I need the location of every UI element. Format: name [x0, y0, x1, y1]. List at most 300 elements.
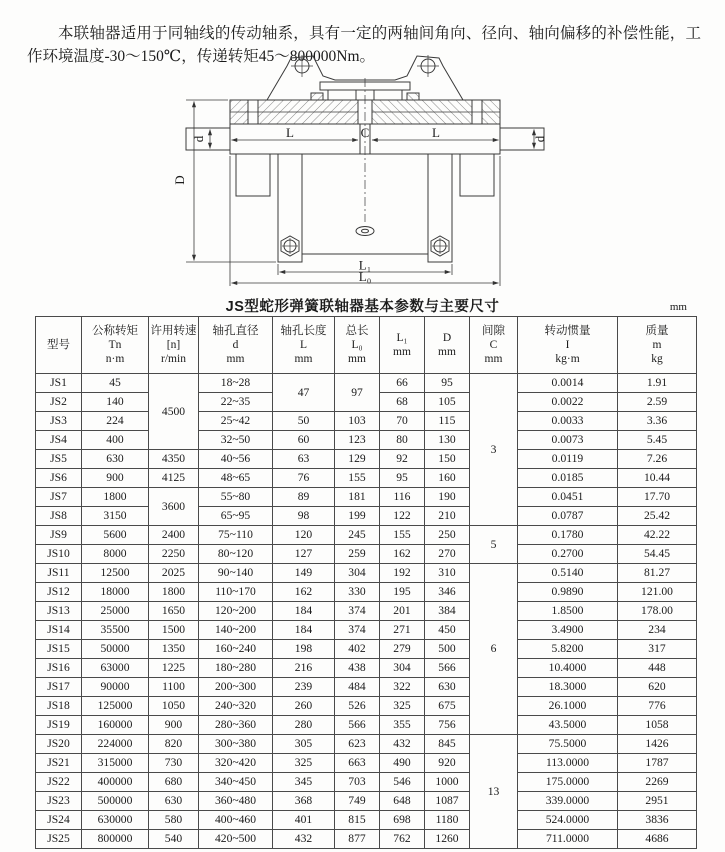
table-cell: 280 [273, 716, 335, 735]
table-cell: 401 [273, 811, 335, 830]
housing-step [374, 90, 402, 100]
table-cell: 239 [273, 678, 335, 697]
table-cell: 184 [273, 621, 335, 640]
table-row [36, 773, 697, 792]
table-cell: 1350 [149, 640, 199, 659]
table-cell: 25000 [82, 602, 149, 621]
table-cell: 368 [273, 792, 335, 811]
table-cell: 181 [335, 488, 380, 507]
table-cell: 195 [380, 583, 425, 602]
table-cell: 97 [335, 374, 380, 412]
table-cell: 400 [82, 431, 149, 450]
table-cell: 346 [425, 583, 470, 602]
table-row [36, 754, 697, 773]
table-cell: 4686 [618, 830, 697, 849]
table-cell: 526 [335, 697, 380, 716]
table-cell: 3150 [82, 507, 149, 526]
table-cell: 0.0014 [518, 374, 618, 393]
table-row [36, 564, 697, 583]
table-cell: 315000 [82, 754, 149, 773]
table-cell: 48~65 [199, 469, 273, 488]
table-cell: 820 [149, 735, 199, 754]
table-cell: JS5 [36, 450, 82, 469]
spec-table [35, 316, 697, 849]
table-cell: 920 [425, 754, 470, 773]
bolt-icon [281, 236, 299, 256]
table-cell: 623 [335, 735, 380, 754]
table-cell: 18.3000 [518, 678, 618, 697]
header-row [36, 317, 697, 374]
table-cell: 130 [425, 431, 470, 450]
table-cell: 81.27 [618, 564, 697, 583]
table-cell: 310 [425, 564, 470, 583]
table-cell: 121.00 [618, 583, 697, 602]
table-cell: 175.0000 [518, 773, 618, 792]
table-cell: 730 [149, 754, 199, 773]
table-row [36, 450, 697, 469]
table-cell: 45 [82, 374, 149, 393]
table-row [36, 735, 697, 754]
table-cell: 402 [335, 640, 380, 659]
table-cell: 0.5140 [518, 564, 618, 583]
table-cell: 400~460 [199, 811, 273, 830]
table-cell: 75.5000 [518, 735, 618, 754]
table-cell: 1.8500 [518, 602, 618, 621]
table-cell: JS16 [36, 659, 82, 678]
table-cell: JS14 [36, 621, 82, 640]
table-cell: 160~240 [199, 640, 273, 659]
table-cell: 95 [380, 469, 425, 488]
table-cell: 113.0000 [518, 754, 618, 773]
column-header-model: 型号 [36, 317, 82, 374]
table-row [36, 640, 697, 659]
table-cell: 68 [380, 393, 425, 412]
column-header-nominal_torque: 公称转矩 Tn n·m [82, 317, 149, 374]
table-cell: 0.0451 [518, 488, 618, 507]
table-cell: 63000 [82, 659, 149, 678]
table-cell: JS12 [36, 583, 82, 602]
table-cell: 500000 [82, 792, 149, 811]
table-cell: JS25 [36, 830, 82, 849]
table-cell: JS23 [36, 792, 82, 811]
table-row [36, 412, 697, 431]
table-cell: 566 [425, 659, 470, 678]
table-cell: 63 [273, 450, 335, 469]
table-cell: 200~300 [199, 678, 273, 697]
table-cell: JS24 [36, 811, 82, 830]
table-cell: 280~360 [199, 716, 273, 735]
table-cell: 1426 [618, 735, 697, 754]
table-cell: 120~200 [199, 602, 273, 621]
table-cell: 25~42 [199, 412, 273, 431]
table-cell: 150 [425, 450, 470, 469]
table-cell: 140~200 [199, 621, 273, 640]
table-cell: 3 [470, 374, 518, 526]
table-cell: 0.0119 [518, 450, 618, 469]
table-cell: 80 [380, 431, 425, 450]
table-cell: 125000 [82, 697, 149, 716]
table-cell: 18000 [82, 583, 149, 602]
table-cell: 1058 [618, 716, 697, 735]
table-cell: 2269 [618, 773, 697, 792]
table-cell: 5.8200 [518, 640, 618, 659]
table-row [36, 545, 697, 564]
table-cell: 245 [335, 526, 380, 545]
table-cell: 1260 [425, 830, 470, 849]
table-unit-note: mm [669, 301, 687, 313]
table-cell: 95 [425, 374, 470, 393]
table-cell: 450 [425, 621, 470, 640]
table-cell: JS7 [36, 488, 82, 507]
table-cell: 240~320 [199, 697, 273, 716]
table-cell: 13 [470, 735, 518, 849]
table-cell: 120 [273, 526, 335, 545]
table-cell: JS19 [36, 716, 82, 735]
table-row [36, 621, 697, 640]
table-row [36, 374, 697, 393]
table-cell: 304 [380, 659, 425, 678]
table-cell: JS17 [36, 678, 82, 697]
table-cell: 524.0000 [518, 811, 618, 830]
table-cell: 35500 [82, 621, 149, 640]
table-cell: 25.42 [618, 507, 697, 526]
table-cell: 1500 [149, 621, 199, 640]
table-cell: 800000 [82, 830, 149, 849]
table-cell: 5.45 [618, 431, 697, 450]
table-cell: 680 [149, 773, 199, 792]
table-cell: 438 [335, 659, 380, 678]
table-title: JS型蛇形弹簧联轴器基本参数与主要尺寸 [225, 299, 500, 315]
table-cell: 234 [618, 621, 697, 640]
table-cell: 0.9890 [518, 583, 618, 602]
table-cell: JS4 [36, 431, 82, 450]
table-cell: 339.0000 [518, 792, 618, 811]
housing-step [328, 90, 356, 100]
table-cell: 66 [380, 374, 425, 393]
table-cell: 140 [82, 393, 149, 412]
table-cell: 22~35 [199, 393, 273, 412]
table-cell: 6 [470, 564, 518, 735]
table-cell: 259 [335, 545, 380, 564]
dim-label-d-right: d [532, 135, 547, 143]
column-header-D: D mm [425, 317, 470, 374]
table-cell: 0.1780 [518, 526, 618, 545]
table-cell: 123 [335, 431, 380, 450]
table-row [36, 507, 697, 526]
table-cell: 2.59 [618, 393, 697, 412]
table-cell: 648 [380, 792, 425, 811]
table-cell: 250 [425, 526, 470, 545]
table-cell: 1225 [149, 659, 199, 678]
table-row [36, 431, 697, 450]
table-cell: 432 [273, 830, 335, 849]
table-cell: 162 [380, 545, 425, 564]
table-cell: 271 [380, 621, 425, 640]
coupling-drawing [170, 52, 560, 290]
table-cell: 374 [335, 621, 380, 640]
spec-table-body [36, 374, 697, 849]
key-block [407, 93, 419, 100]
table-cell: 1087 [425, 792, 470, 811]
table-cell: JS21 [36, 754, 82, 773]
table-cell: 3836 [618, 811, 697, 830]
table-cell: 1800 [82, 488, 149, 507]
table-cell: 42.22 [618, 526, 697, 545]
table-cell: 2025 [149, 564, 199, 583]
table-cell: 40~56 [199, 450, 273, 469]
table-cell: 279 [380, 640, 425, 659]
column-header-bore_diameter: 轴孔直径 d mm [199, 317, 273, 374]
table-cell: 199 [335, 507, 380, 526]
table-cell: 432 [380, 735, 425, 754]
table-cell: 4500 [149, 374, 199, 450]
table-row [36, 526, 697, 545]
table-cell: 98 [273, 507, 335, 526]
table-cell: 317 [618, 640, 697, 659]
intro-paragraph: 本联轴器适用于同轴线的传动轴系，具有一定的两轴间角向、径向、轴向偏移的补偿性能，工作环境温度-30～150℃，传递转矩45～800000Nm。 [27, 24, 701, 65]
table-cell: JS22 [36, 773, 82, 792]
column-header-L1: L₁ mm [380, 317, 425, 374]
table-cell: 304 [335, 564, 380, 583]
table-cell: 0.0022 [518, 393, 618, 412]
table-cell: 115 [425, 412, 470, 431]
table-cell: 420~500 [199, 830, 273, 849]
table-cell: 620 [618, 678, 697, 697]
table-cell: 330 [335, 583, 380, 602]
table-cell: 4350 [149, 450, 199, 469]
table-cell: 7.26 [618, 450, 697, 469]
table-cell: 630 [425, 678, 470, 697]
table-cell: JS20 [36, 735, 82, 754]
table-cell: 3.4900 [518, 621, 618, 640]
table-cell: 224000 [82, 735, 149, 754]
table-cell: 110~170 [199, 583, 273, 602]
dim-label-L1: L₁ [358, 257, 372, 273]
table-cell: 500 [425, 640, 470, 659]
table-cell: 210 [425, 507, 470, 526]
table-cell: 90~140 [199, 564, 273, 583]
table-cell: 711.0000 [518, 830, 618, 849]
table-row [36, 697, 697, 716]
table-cell: 116 [380, 488, 425, 507]
table-cell: JS3 [36, 412, 82, 431]
bolt-icon [431, 236, 449, 256]
table-cell: 1050 [149, 697, 199, 716]
column-header-total_length: 总长 L₀ mm [335, 317, 380, 374]
table-cell: 749 [335, 792, 380, 811]
table-cell: 122 [380, 507, 425, 526]
table-cell: 566 [335, 716, 380, 735]
table-cell: 129 [335, 450, 380, 469]
table-cell: 43.5000 [518, 716, 618, 735]
table-cell: 630 [149, 792, 199, 811]
table-cell: 50 [273, 412, 335, 431]
table-cell: 756 [425, 716, 470, 735]
table-cell: 320~420 [199, 754, 273, 773]
table-cell: 80~120 [199, 545, 273, 564]
table-cell: 10.44 [618, 469, 697, 488]
table-cell: 1650 [149, 602, 199, 621]
table-cell: 305 [273, 735, 335, 754]
table-cell: 675 [425, 697, 470, 716]
table-cell: 345 [273, 773, 335, 792]
lug-hole-icon [291, 55, 313, 77]
table-cell: JS15 [36, 640, 82, 659]
table-cell: JS10 [36, 545, 82, 564]
table-cell: 0.2700 [518, 545, 618, 564]
table-cell: 201 [380, 602, 425, 621]
table-cell: 70 [380, 412, 425, 431]
table-cell: 270 [425, 545, 470, 564]
table-cell: 762 [380, 830, 425, 849]
table-row [36, 811, 697, 830]
table-cell: 1800 [149, 583, 199, 602]
table-cell: 630000 [82, 811, 149, 830]
table-cell: 300~380 [199, 735, 273, 754]
table-row [36, 830, 697, 849]
table-cell: 190 [425, 488, 470, 507]
table-cell: 540 [149, 830, 199, 849]
table-row [36, 469, 697, 488]
table-cell: 162 [273, 583, 335, 602]
key-block [311, 93, 323, 100]
table-cell: 1100 [149, 678, 199, 697]
dim-label-d-left: d [191, 135, 206, 143]
table-cell: 1180 [425, 811, 470, 830]
table-cell: 89 [273, 488, 335, 507]
table-cell: 845 [425, 735, 470, 754]
table-cell: 5 [470, 526, 518, 564]
table-row [36, 716, 697, 735]
table-cell: 54.45 [618, 545, 697, 564]
table-cell: 546 [380, 773, 425, 792]
table-cell: 8000 [82, 545, 149, 564]
table-cell: 384 [425, 602, 470, 621]
table-cell: 2400 [149, 526, 199, 545]
table-cell: 5600 [82, 526, 149, 545]
table-cell: 698 [380, 811, 425, 830]
table-cell: 448 [618, 659, 697, 678]
dim-label-D: D [172, 175, 187, 185]
table-cell: 184 [273, 602, 335, 621]
table-cell: JS2 [36, 393, 82, 412]
table-cell: 65~95 [199, 507, 273, 526]
table-cell: 47 [273, 374, 335, 412]
table-cell: 18~28 [199, 374, 273, 393]
table-cell: JS8 [36, 507, 82, 526]
dim-label-L0: L₀ [358, 269, 372, 284]
table-cell: 0.0185 [518, 469, 618, 488]
table-row [36, 488, 697, 507]
table-cell: 32~50 [199, 431, 273, 450]
table-cell: 400000 [82, 773, 149, 792]
oil-hole-icon [356, 227, 374, 236]
table-cell: 75~110 [199, 526, 273, 545]
table-cell: 580 [149, 811, 199, 830]
table-cell: 155 [335, 469, 380, 488]
table-cell: 630 [82, 450, 149, 469]
dim-label-L-right: L [432, 125, 440, 140]
lug-hole-icon [417, 55, 439, 77]
hub-lower-left [236, 154, 270, 196]
table-cell: 160 [425, 469, 470, 488]
table-cell: 2250 [149, 545, 199, 564]
hub-lower-right [460, 154, 494, 196]
table-cell: 90000 [82, 678, 149, 697]
table-cell: 178.00 [618, 602, 697, 621]
table-cell: 815 [335, 811, 380, 830]
table-cell: 76 [273, 469, 335, 488]
table-row [36, 659, 697, 678]
table-cell: 490 [380, 754, 425, 773]
table-cell: 325 [273, 754, 335, 773]
table-cell: 4125 [149, 469, 199, 488]
table-cell: 127 [273, 545, 335, 564]
table-cell: 26.1000 [518, 697, 618, 716]
table-cell: 0.0033 [518, 412, 618, 431]
table-cell: JS13 [36, 602, 82, 621]
table-row [36, 792, 697, 811]
table-cell: 2951 [618, 792, 697, 811]
table-cell: 374 [335, 602, 380, 621]
table-cell: 3600 [149, 488, 199, 526]
table-cell: JS1 [36, 374, 82, 393]
table-cell: 105 [425, 393, 470, 412]
dim-label-L-left: L [286, 125, 294, 140]
table-cell: 355 [380, 716, 425, 735]
table-cell: JS11 [36, 564, 82, 583]
table-cell: 325 [380, 697, 425, 716]
table-row [36, 678, 697, 697]
table-cell: 92 [380, 450, 425, 469]
table-cell: 216 [273, 659, 335, 678]
column-header-mass: 质量 m kg [618, 317, 697, 374]
table-cell: 180~280 [199, 659, 273, 678]
table-cell: 0.0787 [518, 507, 618, 526]
table-cell: 160000 [82, 716, 149, 735]
table-cell: 103 [335, 412, 380, 431]
table-cell: 10.4000 [518, 659, 618, 678]
table-cell: 877 [335, 830, 380, 849]
table-cell: 192 [380, 564, 425, 583]
table-cell: JS9 [36, 526, 82, 545]
coupling-body [186, 55, 544, 262]
table-cell: 224 [82, 412, 149, 431]
table-cell: 1000 [425, 773, 470, 792]
column-header-allowable_speed: 许用转速 [n] r/min [149, 317, 199, 374]
table-cell: 322 [380, 678, 425, 697]
oil-hole-icon [362, 229, 369, 233]
table-cell: 3.36 [618, 412, 697, 431]
table-cell: 17.70 [618, 488, 697, 507]
table-cell: 149 [273, 564, 335, 583]
table-row [36, 583, 697, 602]
table-cell: 900 [149, 716, 199, 735]
table-cell: JS18 [36, 697, 82, 716]
table-cell: 12500 [82, 564, 149, 583]
table-cell: 50000 [82, 640, 149, 659]
table-cell: 703 [335, 773, 380, 792]
column-header-bore_length: 轴孔长度 L mm [273, 317, 335, 374]
table-cell: 663 [335, 754, 380, 773]
column-header-gap_C: 间隙 C mm [470, 317, 518, 374]
table-cell: 1.91 [618, 374, 697, 393]
table-cell: JS6 [36, 469, 82, 488]
table-cell: 155 [380, 526, 425, 545]
table-cell: 340~450 [199, 773, 273, 792]
table-cell: 1787 [618, 754, 697, 773]
table-cell: 0.0073 [518, 431, 618, 450]
